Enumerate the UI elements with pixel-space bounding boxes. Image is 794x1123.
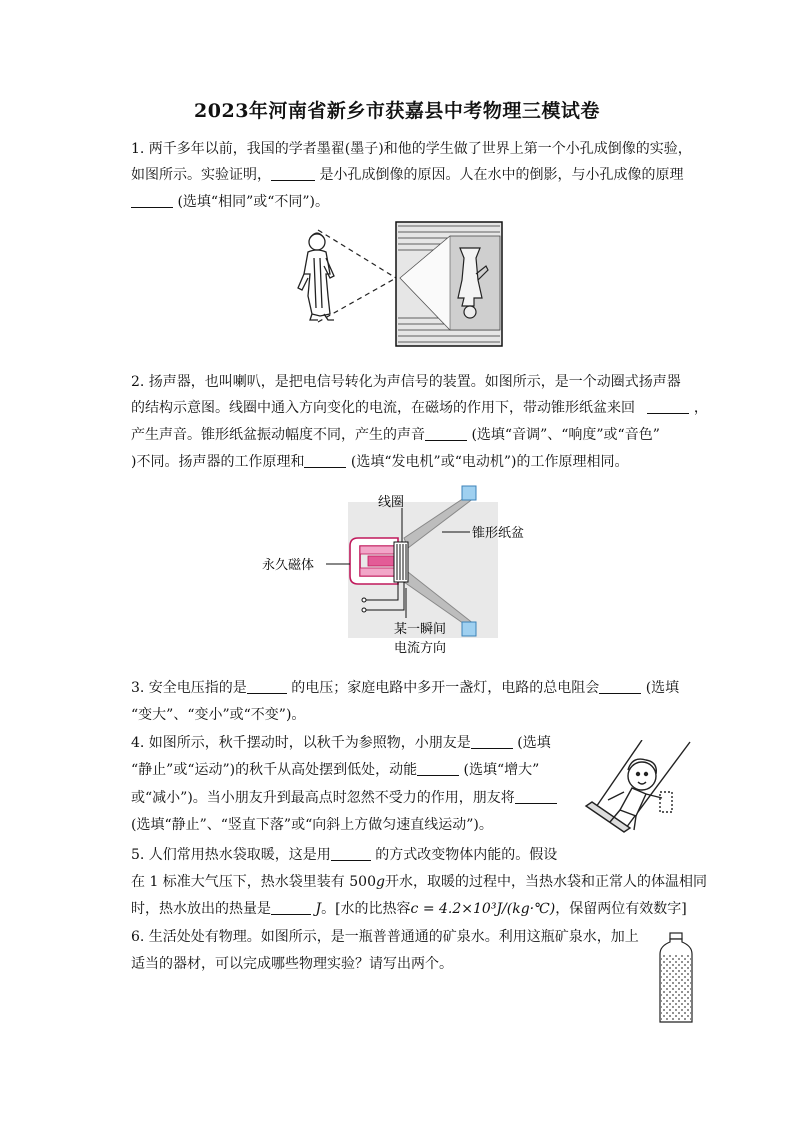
q4-blank-1[interactable] xyxy=(471,734,513,749)
q5-line-1-pre: 5. 人们常用热水袋取暖，这是用 xyxy=(131,847,331,863)
cone-label: 锥形纸盆 xyxy=(472,526,525,541)
q2-line-4 xyxy=(131,452,628,472)
q4-line-2-pre: “静止”或“运动”)的秋千从高处摆到低处，动能 xyxy=(131,762,418,778)
q5-line-3-mid: 。[水的比热容 xyxy=(321,901,411,917)
speaker-diagram xyxy=(256,482,526,660)
q4-blank-2[interactable] xyxy=(417,761,459,776)
q4-line-1-pre: 4. 如图所示，秋千摆动时，以秋千为参照物，小朋友是 xyxy=(131,735,471,751)
q2-line-1: 2. 扬声器，也叫喇叭，是把电信号转化为声信号的装置。如图所示，是一个动圈式扬声器 xyxy=(131,374,681,390)
q5-line-2 xyxy=(131,872,707,892)
q1-line-2-post: 是小孔成倒像的原因。人在水中的倒影，与小孔成像的原理 xyxy=(319,167,684,183)
q2-line-3-pre: 产生声音。锥形纸盆振动幅度不同，产生的声音 xyxy=(131,427,425,443)
coil-label: 线圈 xyxy=(378,495,405,510)
q4-line-2-post: (选填“增大” xyxy=(463,762,540,778)
q5-unit-joule: J xyxy=(315,901,322,917)
q3-line-1-mid: 的电压；家庭电路中多开一盏灯，电路的总电阻会 xyxy=(291,680,600,696)
q6-line-1: 6. 生活处处有物理。如图所示，是一瓶普普通通的矿泉水。利用这瓶矿泉水，加上 xyxy=(131,929,639,945)
q2-line-3-post: (选填“音调”、“响度”或“音色” xyxy=(471,427,660,443)
magnet-label: 永久磁体 xyxy=(262,558,315,573)
q4-line-3 xyxy=(131,788,557,808)
mineral-water-bottle-figure xyxy=(656,930,696,1026)
pinhole-box xyxy=(396,222,502,346)
cone-edge-bottom xyxy=(462,622,476,636)
current-label-2: 电流方向 xyxy=(394,641,447,656)
pinhole-camera-figure xyxy=(290,218,510,350)
q6-line-2: 适当的器材，可以完成哪些物理实验？请写出两个。 xyxy=(131,956,453,972)
q5-specific-heat-formula: c = 4.2×10³J/(kg·℃) xyxy=(410,901,556,917)
q1-line-3 xyxy=(131,192,329,212)
q2-line-2-post: ， xyxy=(693,400,708,416)
coil xyxy=(394,542,408,582)
q5-line-1 xyxy=(131,845,557,865)
standing-person-drawing xyxy=(298,233,334,320)
current-label-1: 某一瞬间 xyxy=(394,622,447,637)
q5-line-3 xyxy=(131,899,687,919)
paper-title: 2023年河南省新乡市获嘉县中考物理三模试卷 xyxy=(194,100,600,122)
q3-blank-1[interactable] xyxy=(247,679,287,694)
q5-blank-2[interactable] xyxy=(271,900,311,915)
q1-line-2-pre: 如图所示。实验证明， xyxy=(131,167,271,183)
q5-line-2-post: 开水，取暖的过程中，当热水袋和正常人的体温相同 xyxy=(384,874,707,890)
q1-blank-2[interactable] xyxy=(131,193,173,208)
q5-line-1-post: 的方式改变物体内能的。假设 xyxy=(375,847,558,863)
q2-line-2-pre: 的结构示意图。线圈中通入方向变化的电流，在磁场的作用下，带动锥形纸盆来回 xyxy=(131,400,635,416)
q4-blank-3[interactable] xyxy=(515,789,557,804)
q2-line-4-pre: )不同。扬声器的工作原理和 xyxy=(131,454,305,470)
q2-blank-3[interactable] xyxy=(304,453,346,468)
q3-line-1 xyxy=(131,678,679,698)
q5-blank-1[interactable] xyxy=(331,846,371,861)
q1-line-2 xyxy=(131,165,683,185)
q3-blank-2[interactable] xyxy=(599,679,641,694)
q1-line-1: 1. 两千多年以前，我国的学者墨翟(墨子)和他的学生做了世界上第一个小孔成倒像的实验， xyxy=(131,141,692,157)
q3-line-1-pre: 3. 安全电压指的是 xyxy=(131,680,247,696)
q5-line-2-pre: 在 1 标准大气压下，热水袋里装有 500 xyxy=(131,874,376,890)
q4-line-1 xyxy=(131,733,551,753)
q5-line-3-pre: 时，热水放出的热量是 xyxy=(131,901,271,917)
q3-line-1-post: (选填 xyxy=(645,680,680,696)
q2-blank-1[interactable] xyxy=(647,399,689,414)
q2-line-2 xyxy=(131,398,708,418)
q4-line-2 xyxy=(131,760,539,780)
q5-line-3-post: ，保留两位有效数字] xyxy=(555,901,687,917)
q2-line-3 xyxy=(131,425,660,445)
q2-blank-2[interactable] xyxy=(425,426,467,441)
q1-blank-1[interactable] xyxy=(271,166,315,181)
q4-line-1-post: (选填 xyxy=(517,735,551,751)
q3-line-2: “变大”、“变小”或“不变”)。 xyxy=(131,707,306,723)
swing-child-figure xyxy=(580,740,692,840)
q5-unit-gram: g xyxy=(375,874,385,890)
q4-line-4: (选填“静止”、“竖直下落”或“向斜上方做匀速直线运动”)。 xyxy=(131,817,493,833)
bottle-drawing xyxy=(660,933,692,1022)
q4-line-3-pre: 或“减小”)。当小朋友升到最高点时忽然不受力的作用，朋友将 xyxy=(131,790,515,806)
cone-edge-top xyxy=(462,486,476,500)
q1-line-3-post: (选填“相同”或“不同”)。 xyxy=(177,194,330,210)
q2-line-4-post: (选填“发电机”或“电动机”)的工作原理相同。 xyxy=(350,454,629,470)
